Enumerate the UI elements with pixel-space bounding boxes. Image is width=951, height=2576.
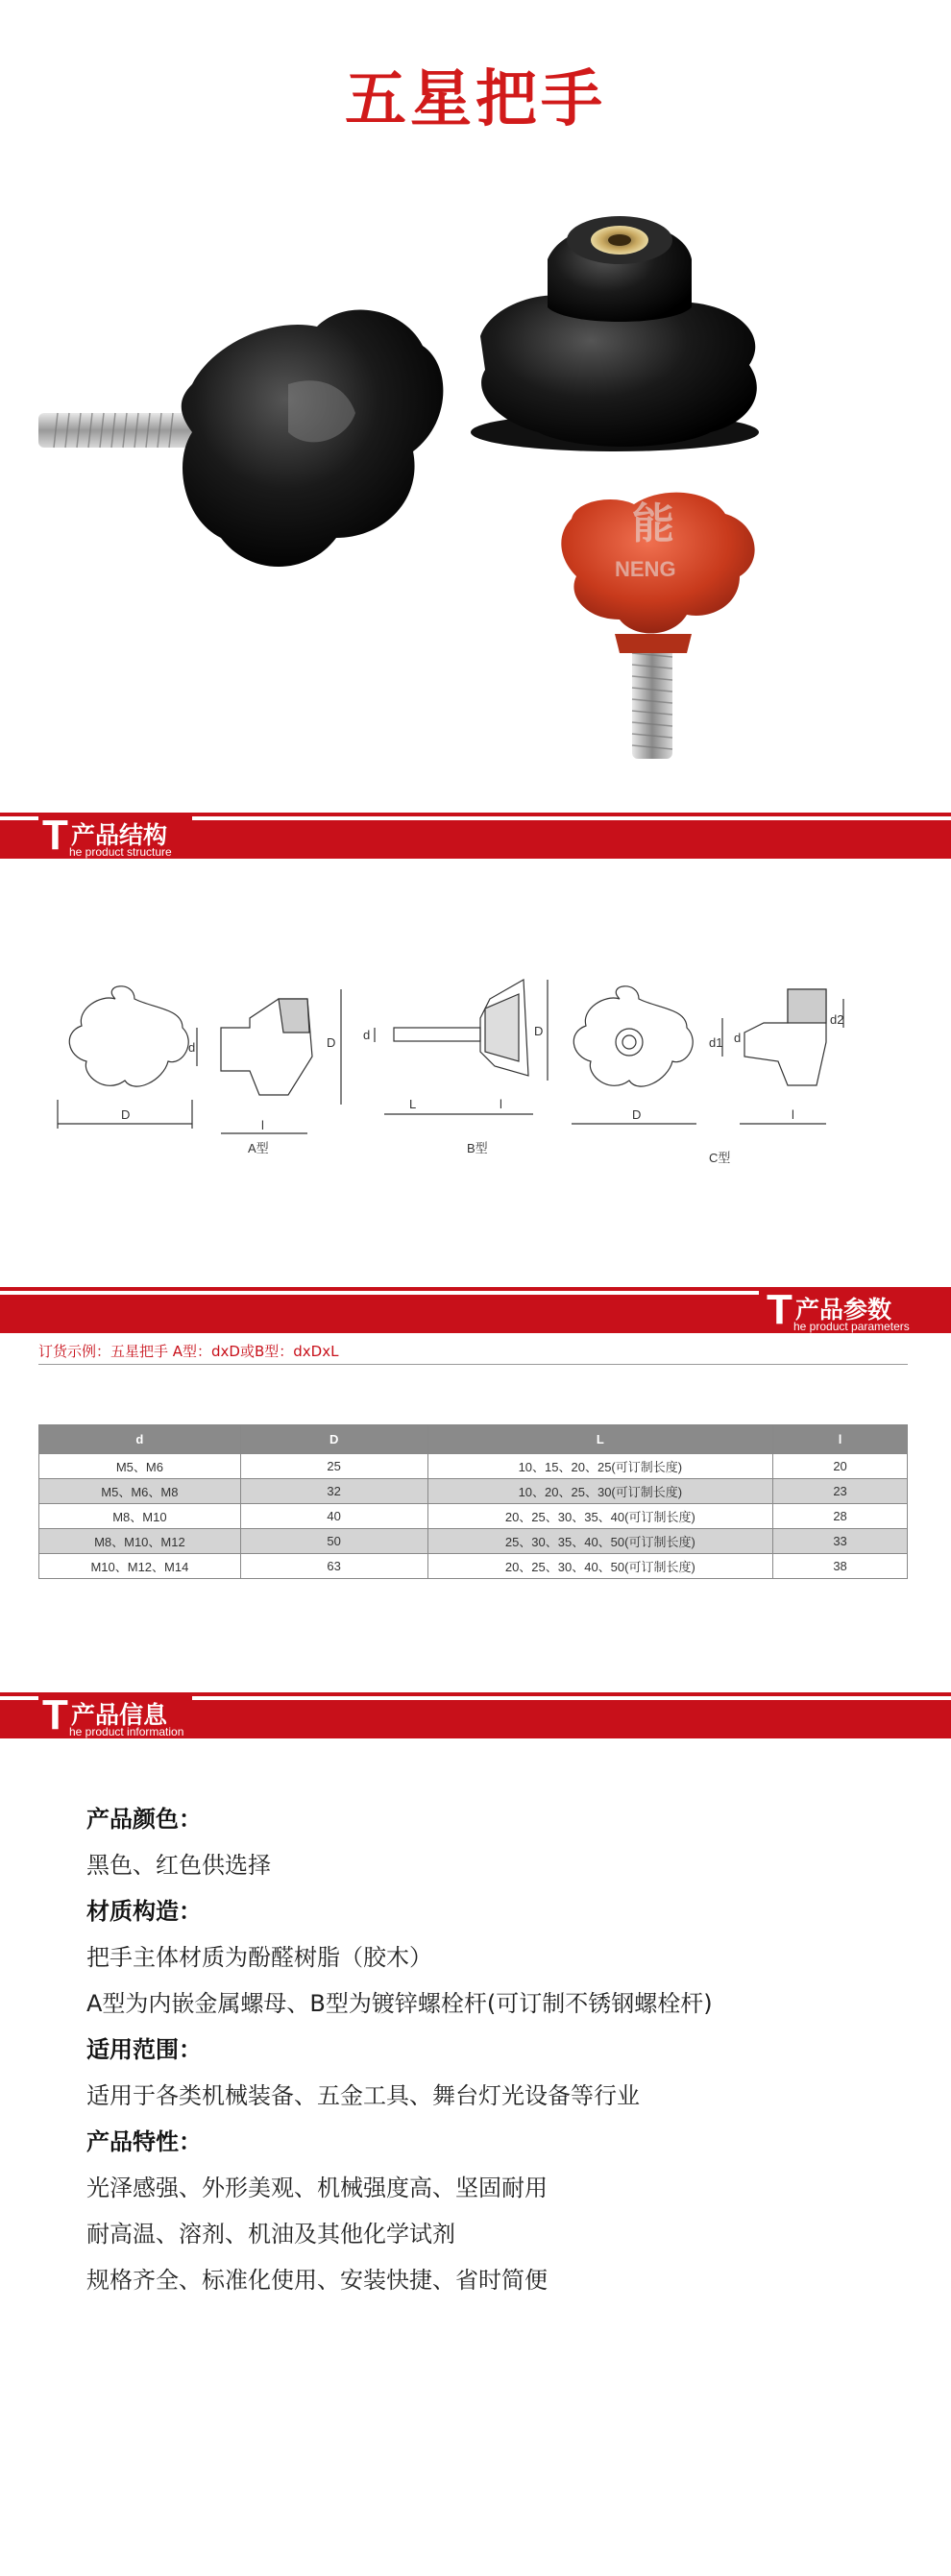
feature-line-3: 规格齐全、标准化使用、安装快捷、省时简便 xyxy=(86,2267,548,2294)
table-cell: M5、M6、M8 xyxy=(39,1479,241,1504)
label-type-a: A型 xyxy=(248,1141,269,1155)
section-banner-info xyxy=(0,1692,951,1738)
drawing-b-side xyxy=(375,980,548,1114)
table-cell: 33 xyxy=(773,1529,908,1554)
column-header-L: L xyxy=(427,1425,773,1454)
label-type-c: C型 xyxy=(709,1151,731,1165)
table-cell: M8、M10、M12 xyxy=(39,1529,241,1554)
drawing-c-front xyxy=(572,986,696,1124)
watermark-char: 能 xyxy=(632,499,674,548)
black-knob-with-bolt xyxy=(38,310,443,567)
table-cell: 38 xyxy=(773,1554,908,1579)
label-d1-c: d1 xyxy=(709,1035,723,1050)
label-l-c: l xyxy=(792,1107,794,1122)
label-D-b: D xyxy=(534,1024,544,1038)
column-header-d: d xyxy=(39,1425,241,1454)
table-cell: 10、20、25、30(可订制长度) xyxy=(427,1479,773,1504)
label-D-a-side: D xyxy=(327,1035,336,1050)
banner-t-letter: T xyxy=(767,1286,792,1333)
order-example: 订货示例：五星把手 A型：dxD或B型：dxDxL xyxy=(38,1343,339,1360)
scope-heading: 适用范围： xyxy=(86,2036,202,2063)
table-cell: 23 xyxy=(773,1479,908,1504)
section-subtitle-params: he product parameters xyxy=(793,1320,910,1333)
table-row xyxy=(39,1479,908,1504)
section-banner-structure xyxy=(0,813,951,859)
product-info xyxy=(86,1796,874,2303)
label-D-a-front: D xyxy=(121,1107,131,1122)
label-l-b: l xyxy=(500,1097,502,1111)
label-type-b: B型 xyxy=(467,1141,488,1155)
page-title: 五星把手 xyxy=(345,64,606,135)
section-title-params: 产品参数 xyxy=(795,1296,892,1324)
table-cell: 20 xyxy=(773,1454,908,1479)
label-l-a: l xyxy=(261,1118,264,1132)
spec-table xyxy=(38,1424,908,1579)
section-title-structure: 产品结构 xyxy=(71,821,168,849)
table-cell: 28 xyxy=(773,1504,908,1529)
divider xyxy=(38,1364,908,1365)
material-line-1: 把手主体材质为酚醛树脂（胶木） xyxy=(86,1944,432,1971)
table-cell: 50 xyxy=(240,1529,427,1554)
table-cell: 25、30、35、40、50(可订制长度) xyxy=(427,1529,773,1554)
banner-t-letter: T xyxy=(42,1691,68,1738)
product-photos xyxy=(0,192,951,788)
table-cell: 20、25、30、35、40(可订制长度) xyxy=(427,1504,773,1529)
label-d-b: d xyxy=(363,1028,371,1042)
section-subtitle-structure: he product structure xyxy=(69,845,172,859)
table-row xyxy=(39,1529,908,1554)
black-knob-with-insert xyxy=(471,216,759,451)
scope-text: 适用于各类机械装备、五金工具、舞台灯光设备等行业 xyxy=(86,2082,640,2109)
section-title-info: 产品信息 xyxy=(71,1701,168,1729)
section-subtitle-info: he product information xyxy=(69,1725,184,1738)
table-cell: M8、M10 xyxy=(39,1504,241,1529)
feature-line-1: 光泽感强、外形美观、机械强度高、坚固耐用 xyxy=(86,2175,548,2201)
table-cell: 40 xyxy=(240,1504,427,1529)
banner-t-letter: T xyxy=(42,812,68,859)
feature-line-2: 耐高温、溶剂、机油及其他化学试剂 xyxy=(86,2221,455,2248)
label-d2-c: d2 xyxy=(830,1012,844,1027)
feature-heading: 产品特性： xyxy=(86,2128,202,2155)
table-row xyxy=(39,1504,908,1529)
label-D-c-front: D xyxy=(632,1107,642,1122)
column-header-D: D xyxy=(240,1425,427,1454)
material-line-2: A型为内嵌金属螺母、B型为镀锌螺栓杆(可订制不锈钢螺栓杆) xyxy=(86,1990,713,2017)
drawing-c-side xyxy=(722,989,843,1124)
material-heading: 材质构造： xyxy=(86,1898,202,1925)
table-cell: M10、M12、M14 xyxy=(39,1554,241,1579)
watermark-text: NENG xyxy=(615,557,676,581)
table-cell: 32 xyxy=(240,1479,427,1504)
section-banner-params xyxy=(0,1287,951,1333)
table-cell: 10、15、20、25(可订制长度) xyxy=(427,1454,773,1479)
label-L-b: L xyxy=(409,1097,417,1111)
table-cell: M5、M6 xyxy=(39,1454,241,1479)
table-row xyxy=(39,1554,908,1579)
column-header-l: l xyxy=(773,1425,908,1454)
label-d-c: d xyxy=(734,1031,742,1045)
table-row xyxy=(39,1454,908,1479)
table-header-row xyxy=(39,1425,908,1454)
technical-drawings xyxy=(0,960,951,1181)
color-text: 黑色、红色供选择 xyxy=(86,1852,271,1879)
color-heading: 产品颜色： xyxy=(86,1806,202,1833)
label-d-a: d xyxy=(188,1040,196,1055)
drawing-a-side xyxy=(197,989,341,1133)
table-cell: 20、25、30、40、50(可订制长度) xyxy=(427,1554,773,1579)
table-cell: 25 xyxy=(240,1454,427,1479)
table-cell: 63 xyxy=(240,1554,427,1579)
